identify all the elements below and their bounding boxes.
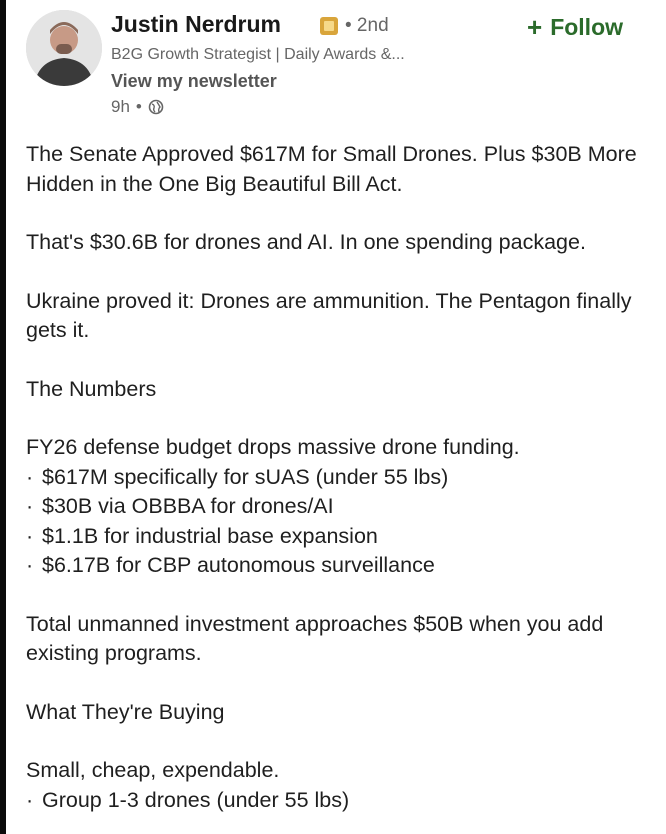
post-meta bbox=[111, 97, 164, 117]
meta-separator: • bbox=[135, 97, 142, 116]
globe-icon bbox=[148, 99, 164, 115]
premium-badge-icon bbox=[319, 16, 339, 36]
bullet-item: · $30B via OBBBA for drones/AI bbox=[26, 494, 334, 518]
follow-button[interactable] bbox=[527, 10, 623, 44]
author-avatar[interactable] bbox=[26, 10, 102, 86]
post-paragraph: That's $30.6B for drones and AI. In one spending package. bbox=[26, 230, 586, 254]
bullet-item: · $1.1B for industrial base expansion bbox=[26, 523, 378, 548]
post-paragraph: Ukraine proved it: Drones are ammunition. The Pentagon finally gets it. bbox=[26, 288, 632, 342]
bullet-item: · Group 1-3 drones (under 55 lbs) bbox=[26, 787, 350, 812]
author-name[interactable]: Justin Nerdrum bbox=[111, 11, 281, 37]
post-paragraph: FY26 defense budget drops massive drone funding. bbox=[26, 435, 520, 459]
newsletter-link[interactable]: View my newsletter bbox=[111, 71, 277, 91]
post-paragraph: Total unmanned investment approaches $50B when you add existing programs. bbox=[26, 611, 604, 665]
post-time: 9h bbox=[111, 97, 130, 116]
post-body bbox=[26, 140, 656, 815]
follow-label: Follow bbox=[550, 13, 624, 40]
bullet-item: · $6.17B for CBP autonomous surveillance bbox=[26, 553, 435, 577]
feed-post bbox=[6, 0, 666, 834]
post-paragraph: Small, cheap, expendable. bbox=[26, 758, 280, 782]
bullet-item: · $617M specifically for sUAS (under 55 lbs) bbox=[26, 464, 449, 489]
post-header bbox=[6, 0, 666, 130]
connection-degree: • 2nd bbox=[345, 15, 389, 36]
plus-icon: + bbox=[527, 12, 543, 42]
section-heading: What They're Buying bbox=[26, 699, 225, 724]
post-paragraph: The Senate Approved $617M for Small Drones. Plus $30B More Hidden in the One Big Beautiful Bill Act. bbox=[26, 142, 637, 196]
section-heading: The Numbers bbox=[26, 376, 157, 401]
author-headline: B2G Growth Strategist | Daily Awards &... bbox=[111, 46, 405, 63]
